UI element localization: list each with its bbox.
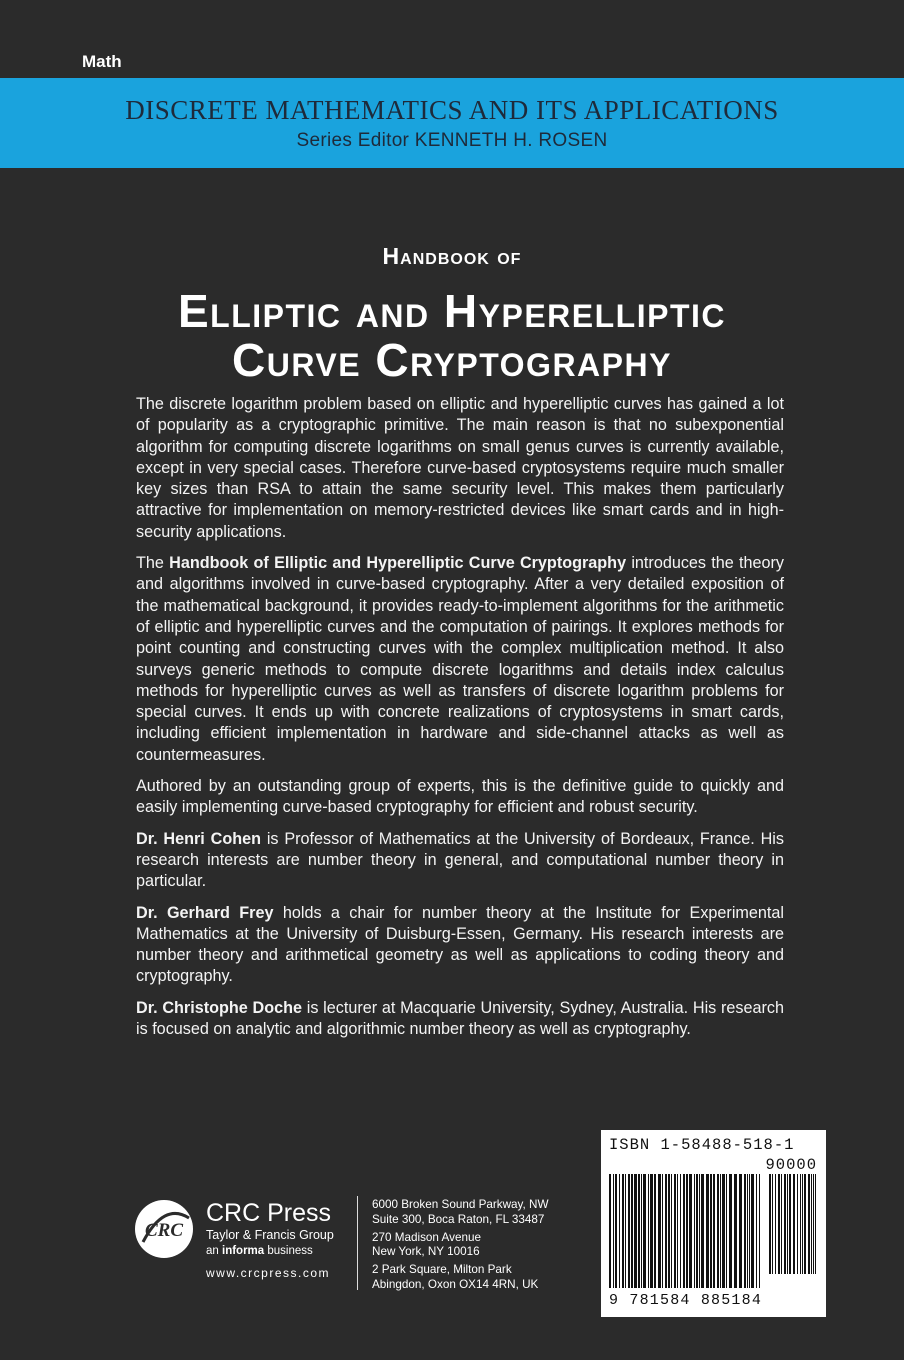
publisher-group: Taylor & Francis Group [206, 1228, 334, 1242]
description-body [136, 394, 784, 1050]
price-code: 90000 [765, 1156, 817, 1174]
crc-logo-icon [133, 1198, 195, 1260]
publisher-addresses [372, 1198, 548, 1296]
address-line: New York, NY 10016 [372, 1245, 480, 1259]
author-bio-cohen [136, 829, 784, 893]
p2-book-title: Handbook of Elliptic and Hyperelliptic Curve Cryptography [169, 554, 627, 573]
tagline-prefix: an [206, 1245, 222, 1257]
tagline-informa: informa [222, 1245, 265, 1257]
author-bio: is lecturer at Macquarie University, Sydney, Australia. His research is focused on analytic and algorithmic number theory as well as cryptography. [136, 998, 784, 1039]
address-boca-raton [372, 1198, 548, 1228]
author-bio: is Professor of Mathematics at the University of Bordeaux, France. His research interests are number theory in general, and computational number theory in particular. [136, 829, 784, 891]
author-bio-frey [136, 903, 784, 988]
author-bio-doche [136, 998, 784, 1041]
address-new-york [372, 1231, 548, 1261]
publisher-name: CRC Press [206, 1199, 332, 1227]
address-line: 6000 Broken Sound Parkway, NW [372, 1198, 549, 1211]
p2-rest: introduces the theory and algorithms involved in curve-based cryptography. After a very detailed exposition of the mathematical background, it provides ready-to-implement algorithms for the arithmetic of elliptic and hyperelliptic curves and the computation of pairings. It explores methods for point counting and constructing curves with the complex multiplication method. It also surveys generic methods to compute discrete logarithms and details index calculus methods for hyperelliptic curves as well as transfers of discrete logarithm problems for special curves. It ends up with concrete realizations of cryptosystems in smart cards, including efficient implementation in hardware and side-channel attacks as well as countermeasures. [136, 554, 784, 764]
address-line: Abingdon, Oxon OX14 4RN, UK [372, 1277, 539, 1291]
author-bio: holds a chair for number theory at the Institute for Experimental Mathematics at the University of Duisburg-Essen, Germany. His research interests are number theory and arithmetical geometry as well as applications to coding theory and cryptography. [136, 903, 784, 986]
isbn-barcode-box [601, 1130, 826, 1317]
address-abingdon [372, 1263, 548, 1293]
description-paragraph-3: Authored by an outstanding group of experts, this is the definitive guide to quickly and easily implementing curve-based cryptography for efficient and robust security. [136, 777, 784, 817]
address-line: 270 Madison Avenue [372, 1230, 481, 1244]
address-line: 2 Park Square, Milton Park [372, 1263, 512, 1277]
p2-lead: The [136, 554, 170, 573]
author-name: Dr. Gerhard Frey [136, 903, 274, 922]
series-title: DISCRETE MATHEMATICS AND ITS APPLICATIONS [125, 95, 779, 125]
book-title-line-1: Elliptic and Hyperelliptic [177, 285, 727, 337]
publisher-tagline [206, 1245, 313, 1257]
author-name: Dr. Henri Cohen [136, 829, 261, 848]
description-paragraph-2 [136, 553, 784, 766]
divider [357, 1196, 358, 1290]
barcode-image [609, 1174, 818, 1292]
isbn-number: ISBN 1-58488-518-1 [609, 1136, 795, 1154]
publisher-website-link[interactable]: www.crcpress.com [206, 1266, 331, 1280]
tagline-suffix: business [264, 1245, 313, 1257]
address-line: Suite 300, Boca Raton, FL 33487 [372, 1212, 545, 1226]
author-name: Dr. Christophe Doche [136, 998, 302, 1017]
description-paragraph-1: The discrete logarithm problem based on elliptic and hyperelliptic curves has gained a lot of popularity as a cryptographic primitive. The main reason is that no subexponential algorithm for computing discrete logarithms on small genus curves is currently available, except in very special cases. Therefore curve-based cryptosystems require much smaller key sizes than RSA to attain the same security level. This makes them particularly attractive for implementation on memory-restricted devices like smart cards and in high-security applications. [136, 395, 784, 541]
book-title-line-2: Curve Cryptography [232, 334, 672, 386]
series-editor: Series Editor KENNETH H. ROSEN [296, 130, 608, 151]
logo-text: CRC [144, 1220, 184, 1241]
barcode-digits: 9 781584 885184 [609, 1292, 763, 1309]
title-prefix: Handbook of [382, 243, 522, 269]
category-label: Math [82, 52, 122, 71]
